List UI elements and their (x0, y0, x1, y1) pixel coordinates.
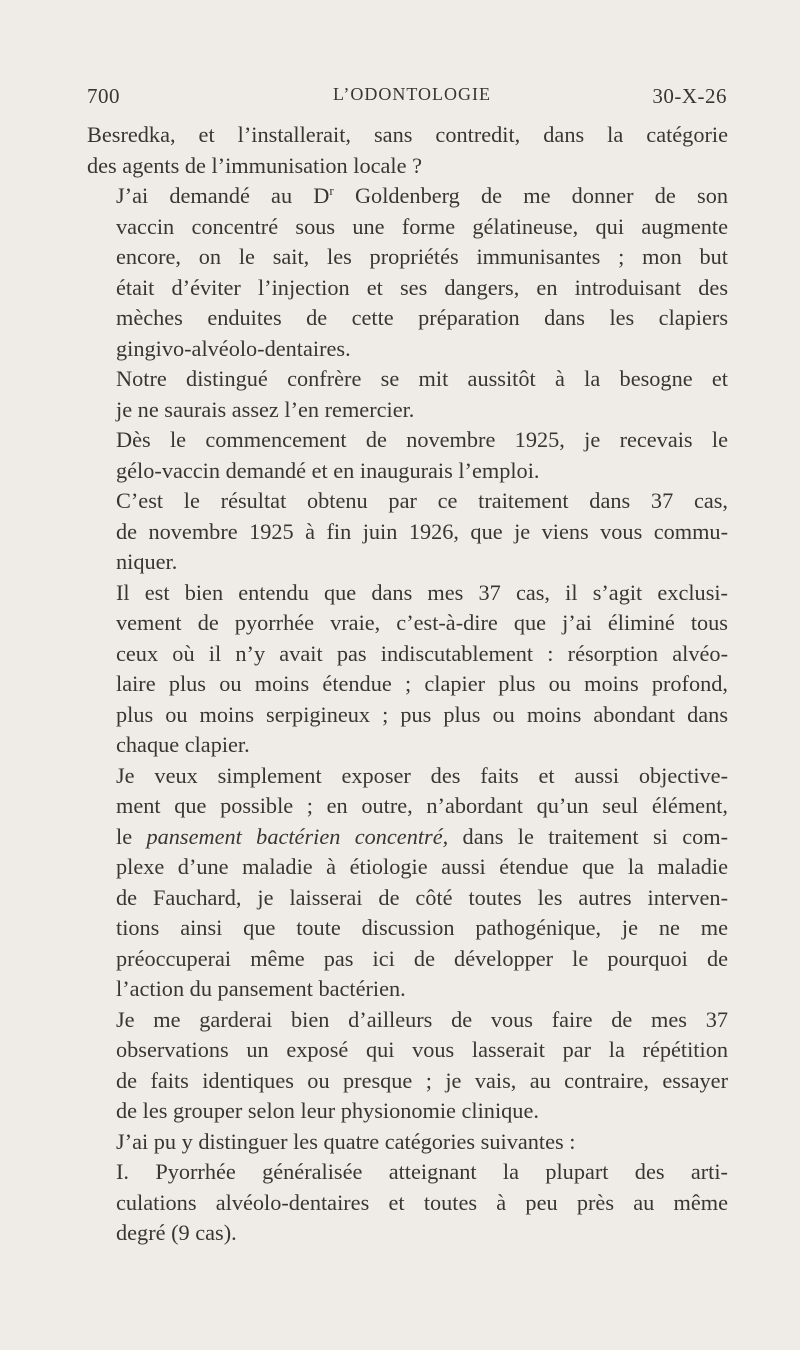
paragraph (87, 578, 728, 761)
text-line: Besredka, et l’installerait, sans contredit, dans la catégorie (87, 122, 728, 147)
text-line: Il est bien entendu que dans mes 37 cas, il s’agit exclusi- (116, 579, 728, 605)
superscript: r (329, 183, 334, 198)
paragraph (87, 1005, 728, 1127)
paragraph (87, 486, 728, 578)
paragraph (87, 181, 728, 364)
text-line: C’est le résultat obtenu par ce traitement dans 37 cas, (116, 488, 728, 513)
text-line: gingivo-alvéolo-dentaires. (116, 335, 351, 361)
page-number: 700 (87, 84, 120, 108)
text-line: chaque clapier. (116, 732, 250, 757)
text-line: de Fauchard, je laisserai de côté toutes les autres interven- (116, 884, 728, 910)
text-line: ment que possible ; en outre, n’abordant qu’un seul élément, (116, 793, 728, 818)
text-line: je ne saurais assez l’en remercier. (116, 396, 415, 422)
text-line: Je me garderai bien d’ailleurs de vous faire de mes 37 (116, 1006, 728, 1032)
text-line: Je veux simplement exposer des faits et aussi objective- (116, 762, 728, 788)
text-line: culations alvéolo-dentaires et toutes à peu près au même (116, 1189, 728, 1215)
text-line: degré (9 cas). (116, 1220, 237, 1245)
paragraph (87, 1157, 728, 1249)
text-line: de les grouper selon leur physionomie clinique. (116, 1098, 539, 1123)
text-line: ceux où il n’y avait pas indiscutablement : résorption alvéo- (116, 640, 728, 666)
text-segment: J’ai demandé au D (116, 183, 330, 208)
text-line: J’ai pu y distinguer les quatre catégories suivantes : (116, 1128, 576, 1154)
text-line: de novembre 1925 à fin juin 1926, que je viens vous commu- (116, 518, 728, 544)
paragraph (87, 761, 728, 1005)
text-line: de faits identiques ou presque ; je vais, au contraire, essayer (116, 1067, 728, 1093)
paragraph (87, 120, 728, 181)
paragraph (87, 1127, 728, 1158)
text-line: Dès le commencement de novembre 1925, je recevais le (116, 427, 728, 452)
text-line: préoccuperai même pas ici de développer le pourquoi de (116, 945, 728, 971)
italic-term: pansement bactérien concentré, (146, 823, 449, 849)
text-line (87, 822, 728, 853)
text-line: I. Pyorrhée généralisée atteignant la plupart des arti- (116, 1159, 728, 1184)
text-line: Notre distingué confrère se mit aussitôt à la besogne et (116, 366, 728, 391)
text-line: laire plus ou moins étendue ; clapier plus ou moins profond, (116, 671, 728, 696)
text-line: vement de pyorrhée vraie, c’est-à-dire que j’ai éliminé tous (116, 610, 728, 635)
text-segment: dans le traitement si com- (448, 823, 729, 849)
paragraph (87, 425, 728, 486)
text-line: mèches enduites de cette préparation dans les clapiers (116, 305, 728, 330)
text-line: l’action du pansement bactérien. (116, 976, 406, 1001)
text-segment: le (116, 823, 147, 849)
text-line (87, 181, 728, 212)
text-line: niquer. (116, 549, 178, 574)
text-line: plus ou moins serpigineux ; pus plus ou moins abondant dans (116, 701, 728, 727)
text-line: plexe d’une maladie à étiologie aussi étendue que la maladie (116, 854, 728, 879)
text-line: vaccin concentré sous une forme gélatineuse, qui augmente (116, 213, 728, 239)
text-line: encore, on le sait, les propriétés immunisantes ; mon but (116, 244, 728, 269)
article-body (87, 120, 728, 1249)
running-header (87, 84, 727, 114)
issue-date: 30-X-26 (652, 84, 727, 108)
paragraph (87, 364, 728, 425)
text-line: observations un exposé qui vous lasserait par la répétition (116, 1037, 728, 1062)
text-line: était d’éviter l’injection et ses dangers, en introduisant des (116, 274, 728, 300)
text-line: des agents de l’immunisation locale ? (87, 152, 422, 178)
text-line: tions ainsi que toute discussion pathogénique, je ne me (116, 915, 728, 940)
journal-title: L’ODONTOLOGIE (333, 84, 491, 104)
text-line: gélo-vaccin demandé et en inaugurais l’emploi. (116, 457, 540, 483)
text-segment: Goldenberg de me donner de son (333, 183, 728, 208)
